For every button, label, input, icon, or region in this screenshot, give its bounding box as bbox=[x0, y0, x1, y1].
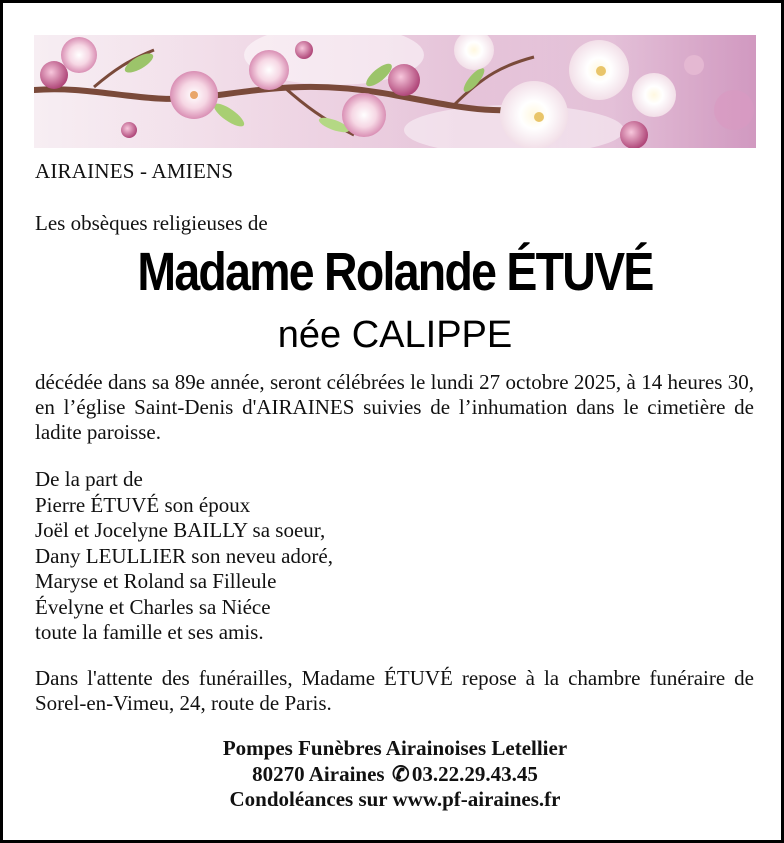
company-name: Pompes Funèbres Airainoises Letellier bbox=[222, 736, 568, 760]
family-line: Joël et Jocelyne BAILLY sa soeur, bbox=[35, 518, 326, 542]
ceremony-details: décédée dans sa 89e année, seront célébrées le lundi 27 octobre 2025, à 14 heures 30, en l’église Saint-Denis d'AIRAINES suivies de l’inhumation dans le cimetière de ladite paroisse. bbox=[35, 370, 754, 444]
deceased-name: Madame Rolande ÉTUVÉ bbox=[137, 242, 653, 302]
maiden-name: née CALIPPE bbox=[277, 314, 513, 356]
family-line: Dany LEULLIER son neveu adoré, bbox=[35, 543, 333, 568]
contact-line bbox=[3, 762, 784, 788]
family-line: De la part de bbox=[35, 467, 143, 491]
phone-icon: ✆ bbox=[392, 761, 410, 786]
funeral-home-rest-text: Dans l'attente des funérailles, Madame ÉTUVÉ repose à la chambre funéraire de Sorel-en-Vimeu, 24, route de Paris. bbox=[35, 666, 754, 715]
family-list bbox=[35, 467, 333, 646]
funeral-director-footer bbox=[3, 736, 784, 813]
intro-text: Les obsèques religieuses de bbox=[35, 211, 268, 235]
family-line: toute la famille et ses amis. bbox=[35, 620, 264, 644]
family-line: Évelyne et Charles sa Niéce bbox=[35, 594, 271, 619]
location-heading: AIRAINES - AMIENS bbox=[35, 159, 234, 183]
phone-number: 03.22.29.43.45 bbox=[411, 761, 538, 786]
condolences-link: Condoléances sur www.pf-airaines.fr bbox=[229, 787, 561, 811]
cherry-blossom-banner-image bbox=[34, 35, 756, 148]
family-line: Maryse et Roland sa Filleule bbox=[35, 569, 277, 593]
family-line: Pierre ÉTUVÉ son époux bbox=[35, 492, 251, 517]
blossom-illustration bbox=[34, 35, 756, 148]
postal-city: 80270 Airaines bbox=[252, 761, 385, 786]
